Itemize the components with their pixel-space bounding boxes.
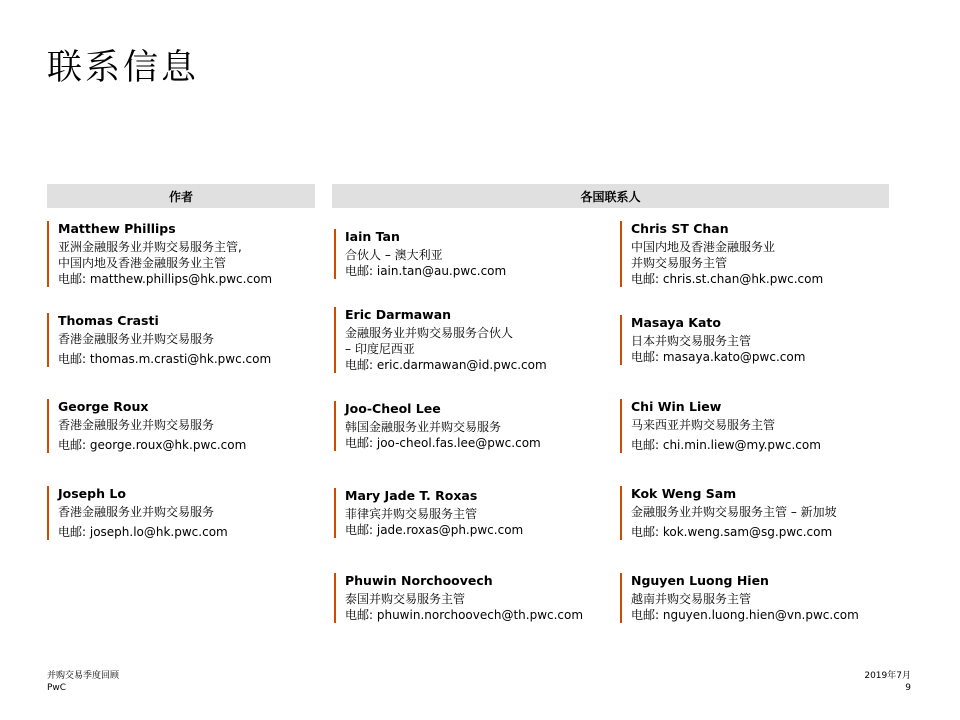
country-contact-card xyxy=(334,229,506,279)
contact-email[interactable]: 电邮: nguyen.luong.hien@vn.pwc.com xyxy=(631,608,859,622)
contact-line: 菲律宾并购交易服务主管 xyxy=(345,507,478,521)
contact-name: Nguyen Luong Hien xyxy=(631,573,769,588)
contact-email[interactable]: 电邮: thomas.m.crasti@hk.pwc.com xyxy=(58,352,272,366)
footer-date: 2019年7月 xyxy=(864,671,911,681)
contact-email[interactable]: 电邮: joseph.lo@hk.pwc.com xyxy=(58,525,228,539)
contact-name: Masaya Kato xyxy=(631,315,721,330)
country-contact-card xyxy=(620,486,837,540)
contact-email[interactable]: 电邮: eric.darmawan@id.pwc.com xyxy=(345,358,547,372)
contact-name: Mary Jade T. Roxas xyxy=(345,488,478,503)
country-contact-card xyxy=(334,401,541,451)
author-card xyxy=(47,313,271,367)
footer-report-name: 并购交易季度回顾 xyxy=(47,671,120,681)
authors-header-label: 作者 xyxy=(168,189,193,204)
contact-line: 中国内地及香港金融服务业 xyxy=(631,240,776,254)
contact-line: 亚洲金融服务业并购交易服务主管, xyxy=(58,240,242,254)
footer-right xyxy=(864,670,911,694)
contact-email[interactable]: 电邮: masaya.kato@pwc.com xyxy=(631,350,806,364)
contact-line: 越南并购交易服务主管 xyxy=(631,592,752,606)
contact-email[interactable]: 电邮: iain.tan@au.pwc.com xyxy=(345,264,507,278)
country-contact-card xyxy=(620,399,821,453)
contact-line: 泰国并购交易服务主管 xyxy=(345,592,466,606)
contact-name: Eric Darmawan xyxy=(345,307,452,322)
contact-line: 中国内地及香港金融服务业主管 xyxy=(58,256,227,270)
contact-line: 香港金融服务业并购交易服务 xyxy=(58,332,215,346)
contact-name: Chi Win Liew xyxy=(631,399,722,414)
country-contact-card xyxy=(334,488,523,538)
country-contact-card xyxy=(334,307,547,373)
contact-name: Joseph Lo xyxy=(58,486,126,501)
contact-name: Matthew Phillips xyxy=(58,221,176,236)
contact-name: Joo-Cheol Lee xyxy=(345,401,441,416)
footer-left xyxy=(47,670,119,694)
contact-line: 金融服务业并购交易服务合伙人 xyxy=(345,326,514,340)
contact-email[interactable]: 电邮: george.roux@hk.pwc.com xyxy=(58,438,247,452)
contact-email[interactable]: 电邮: matthew.phillips@hk.pwc.com xyxy=(58,272,273,286)
contact-line: 香港金融服务业并购交易服务 xyxy=(58,418,215,432)
contact-name: Phuwin Norchoovech xyxy=(345,573,493,588)
contact-line: 合伙人 – 澳大利亚 xyxy=(345,248,443,262)
page-title: 联系信息 xyxy=(47,48,200,88)
contact-name: Iain Tan xyxy=(345,229,400,244)
country-contact-card xyxy=(334,573,583,623)
contact-line: 香港金融服务业并购交易服务 xyxy=(58,505,215,519)
author-card xyxy=(47,486,228,540)
page-number: 9 xyxy=(905,683,911,693)
country-contact-card xyxy=(620,221,823,287)
contact-name: Chris ST Chan xyxy=(631,221,729,236)
contact-email[interactable]: 电邮: chris.st.chan@hk.pwc.com xyxy=(631,272,824,286)
contact-name: Kok Weng Sam xyxy=(631,486,737,501)
contact-email[interactable]: 电邮: kok.weng.sam@sg.pwc.com xyxy=(631,525,833,539)
contact-email[interactable]: 电邮: jade.roxas@ph.pwc.com xyxy=(345,523,524,537)
contact-name: Thomas Crasti xyxy=(58,313,159,328)
contact-line: 金融服务业并购交易服务主管 – 新加坡 xyxy=(631,505,837,519)
country-contact-card xyxy=(620,573,859,623)
contact-name: George Roux xyxy=(58,399,149,414)
author-card xyxy=(47,399,246,453)
contact-line: – 印度尼西亚 xyxy=(345,342,415,356)
contact-email[interactable]: 电邮: joo-cheol.fas.lee@pwc.com xyxy=(345,436,541,450)
contact-line: 马来西亚并购交易服务主管 xyxy=(631,418,776,432)
footer-company: PwC xyxy=(47,683,67,693)
contact-line: 韩国金融服务业并购交易服务 xyxy=(345,420,502,434)
authors-header xyxy=(47,184,315,208)
contact-email[interactable]: 电邮: phuwin.norchoovech@th.pwc.com xyxy=(345,608,584,622)
author-card xyxy=(47,221,272,287)
country-contact-card xyxy=(620,315,805,365)
country-contacts-header-label: 各国联系人 xyxy=(580,189,641,204)
contact-email[interactable]: 电邮: chi.min.liew@my.pwc.com xyxy=(631,438,821,452)
country-contacts-header xyxy=(332,184,889,208)
contact-line: 日本并购交易服务主管 xyxy=(631,334,752,348)
contact-line: 并购交易服务主管 xyxy=(631,256,728,270)
